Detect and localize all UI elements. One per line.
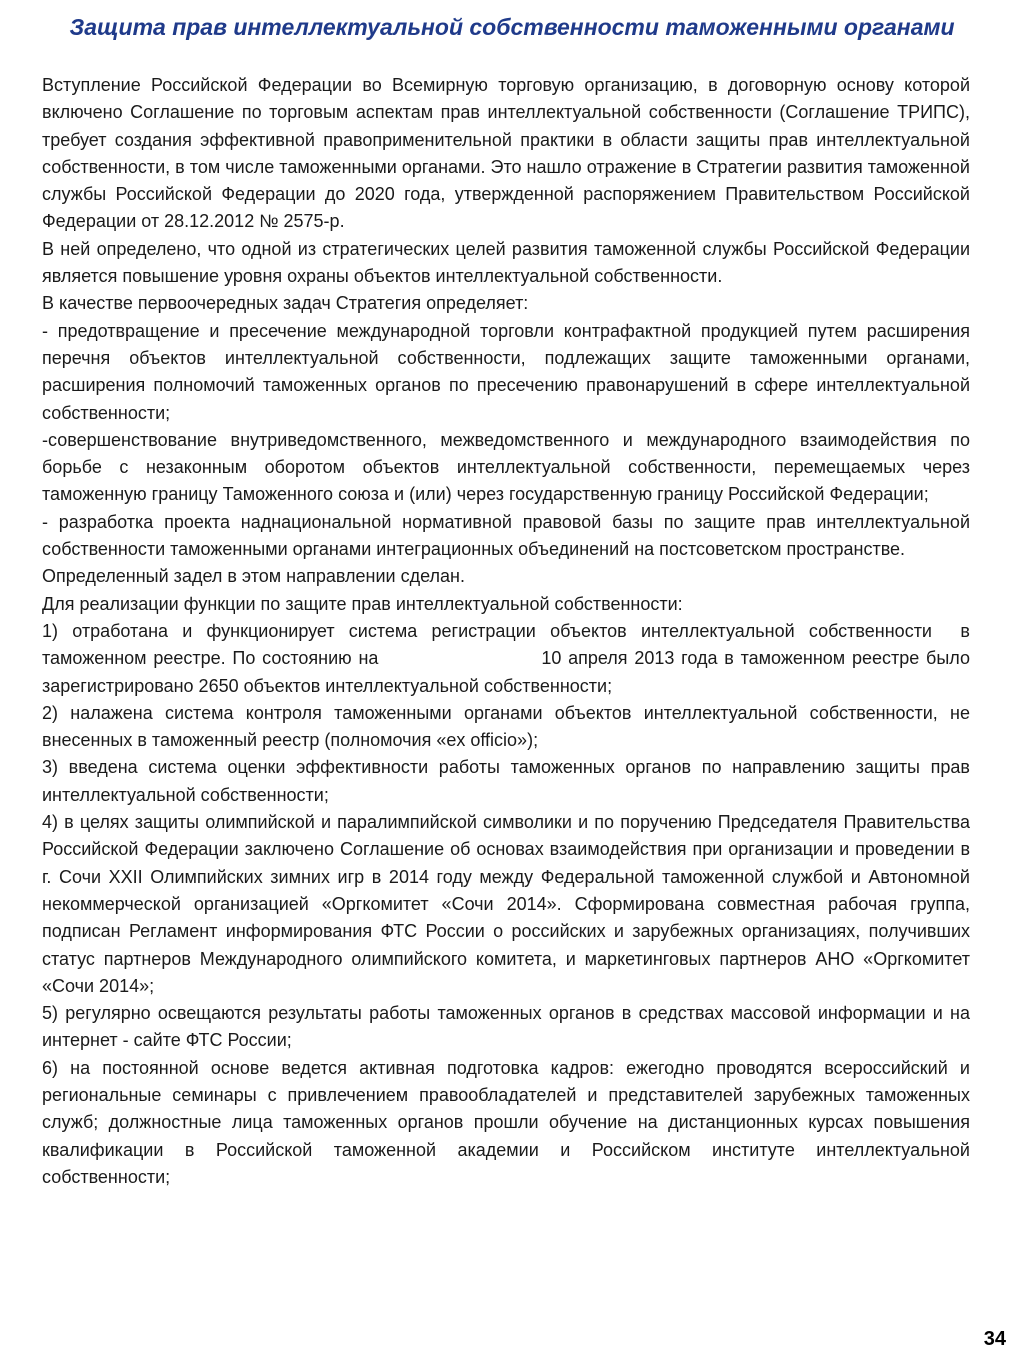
page-title: Защита прав интеллектуальной собственности таможенными органами <box>69 14 955 40</box>
paragraph-item-6: 6) на постоянной основе ведется активная подготовка кадров: ежегодно проводятся всероссийский и региональные семинары с привлечением правообладателей и представителей зарубежных таможенных служб; должностные лица таможенных органов прошли обучение на дистанционных курсах повышения квалификации в Российской таможенной академии и Российском институте интеллектуальной собственности; <box>42 1057 970 1187</box>
paragraph-progress: Определенный задел в этом направлении сделан. <box>42 566 465 587</box>
paragraph-task-prevention: - предотвращение и пресечение международной торговли контрафактной продукцией путем расширения перечня объектов интеллектуальной собственности, подлежащих защите таможенными органами, расширения полномочий таможенных органов по пресечению правонарушений в сфере интеллектуальной собственности; <box>42 320 970 423</box>
document-body <box>42 72 976 1191</box>
paragraph-item-2: 2) налажена система контроля таможенными органами объектов интеллектуальной собственности, не внесенных в таможенный реестр (полномочия «ex officio»); <box>42 702 970 751</box>
paragraph-item-4: 4) в целях защиты олимпийской и паралимпийской символики и по поручению Председателя Правительства Российской Федерации заключено Соглашение об основах взаимодействия при организации и проведении в г. Сочи XXII Олимпийских зимних игр в 2014 году между Федеральной таможенной службой и Автономной некоммерческой организацией «Оргкомитет «Сочи 2014». Сформирована совместная рабочая группа, подписан Регламент информирования ФТС России о российских и зарубежных организациях, получивших статус партнеров Международного олимпийского комитета, и маркетинговых партнеров АНО «Оргкомитет «Сочи 2014»; <box>42 812 970 996</box>
paragraph-item-5: 5) регулярно освещаются результаты работы таможенных органов в средствах массовой информации и на интернет - сайте ФТС России; <box>42 1003 970 1051</box>
paragraph-item-1: 1) отработана и функционирует система регистрации объектов интеллектуальной собственности в таможенном реестре. По состоянию на 10 апреля 2013 года в таможенном реестре было зарегистрировано 2650 объектов интеллектуальной собственности; <box>42 620 976 696</box>
paragraph-priority-tasks-heading: В качестве первоочередных задач Стратегия определяет: <box>42 293 529 314</box>
paragraph-strategic-goal: В ней определено, что одной из стратегических целей развития таможенной службы Российской Федерации является повышение уровня охраны объектов интеллектуальной собственности. <box>42 238 970 287</box>
paragraph-task-cooperation: -совершенствование внутриведомственного, межведомственного и международного взаимодействия по борьбе с незаконным оборотом объектов интеллектуальной собственности, перемещаемых через таможенную границу Таможенного союза и (или) через государственную границу Российской Федерации; <box>42 429 970 505</box>
page-number: 34 <box>983 1328 1006 1350</box>
paragraph-intro: Вступление Российской Федерации во Всемирную торговую организацию, в договорную основу которой включено Соглашение по торговым аспектам прав интеллектуальной собственности (Соглашение ТРИПС), требует создания эффективной правоприменительной практики в области защиты прав интеллектуальной собственности, в том числе таможенными органами. Это нашло отражение в Стратегии развития таможенной службы Российской Федерации до 2020 года, утвержденной распоряжением Правительством Российской Федерации от 28.12.2012 № 2575-р. <box>42 75 970 232</box>
paragraph-task-legal-base: - разработка проекта наднациональной нормативной правовой базы по защите прав интеллектуальной собственности таможенными органами интеграционных объединений на постсоветском пространстве. <box>42 511 970 560</box>
paragraph-item-3: 3) введена система оценки эффективности работы таможенных органов по направлению защиты прав интеллектуальной собственности; <box>42 757 970 805</box>
paragraph-implementation-heading: Для реализации функции по защите прав интеллектуальной собственности: <box>42 593 683 614</box>
